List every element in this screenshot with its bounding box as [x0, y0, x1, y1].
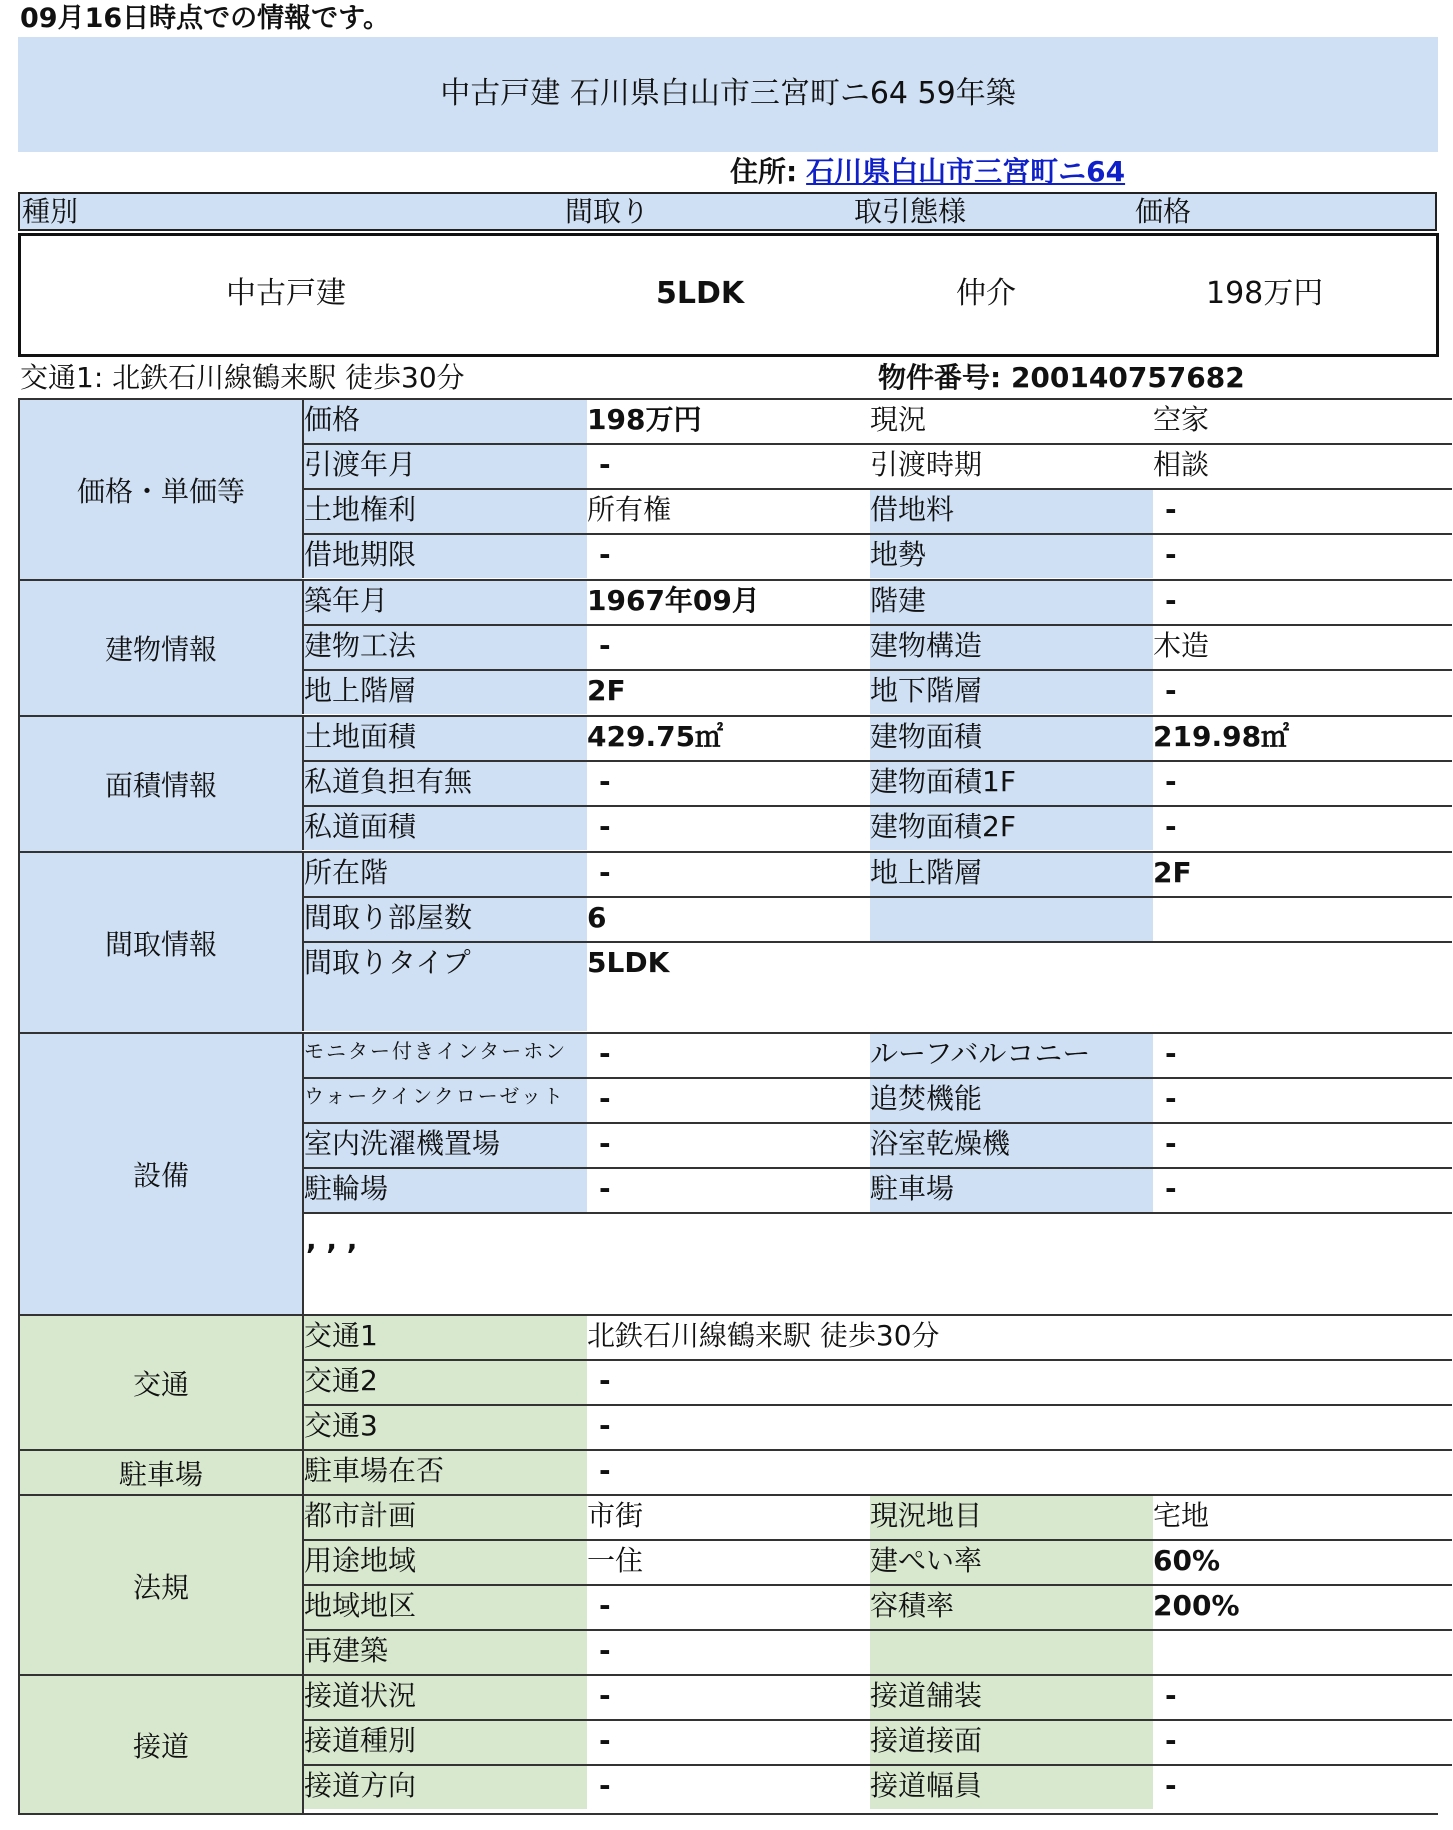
section-area: 面積情報 — [20, 715, 302, 851]
row-label: 駐輪場 — [304, 1169, 587, 1212]
row-label: 接道種別 — [304, 1721, 587, 1764]
row-value: - — [599, 1589, 611, 1622]
row-label: 建物面積 — [870, 717, 1153, 760]
row-label: 地上階層 — [870, 853, 1153, 896]
row-label — [870, 898, 1153, 941]
address-line — [730, 153, 1125, 191]
row-value: - — [599, 1724, 611, 1757]
row-value — [1153, 1631, 1453, 1674]
section-equipment: 設備 — [20, 1032, 302, 1314]
row-label: 建物面積2F — [870, 807, 1153, 850]
row-value: 60% — [1153, 1544, 1221, 1577]
section-transport: 交通 — [20, 1314, 302, 1450]
table-row — [302, 488, 1452, 533]
row-value: 200% — [1153, 1589, 1240, 1622]
row-value: 宅地 — [1153, 1499, 1210, 1532]
row-value: - — [599, 538, 611, 571]
row-value: - — [1165, 584, 1177, 617]
table-row — [302, 896, 1452, 941]
row-value: - — [599, 1409, 611, 1442]
table-row — [302, 851, 1452, 896]
row-label: 所在階 — [304, 853, 587, 896]
row-value: - — [599, 1037, 611, 1070]
table-row — [302, 669, 1452, 714]
address-link[interactable]: 石川県白山市三宮町ニ64 — [806, 155, 1126, 188]
row-value: - — [599, 1454, 611, 1487]
row-value: - — [1165, 765, 1177, 798]
row-label: 建ぺい率 — [870, 1541, 1153, 1584]
table-row — [302, 715, 1452, 760]
page-title: 中古戸建 石川県白山市三宮町ニ64 59年築 — [440, 76, 1016, 111]
table-row — [302, 1584, 1452, 1629]
table-row — [302, 1449, 1452, 1494]
row-label: 交通2 — [304, 1361, 587, 1404]
table-row — [302, 624, 1452, 669]
row-value: - — [599, 1082, 611, 1115]
table-row — [302, 533, 1452, 578]
row-value: 相談 — [1153, 448, 1210, 481]
row-label: 駐車場在否 — [304, 1451, 587, 1494]
row-label: 用途地域 — [304, 1541, 587, 1584]
row-label: 現況地目 — [870, 1496, 1153, 1539]
meta-line — [20, 357, 1440, 399]
row-label: 土地面積 — [304, 717, 587, 760]
row-label: 都市計画 — [304, 1496, 587, 1539]
row-value: - — [599, 1364, 611, 1397]
section-layout: 間取情報 — [20, 851, 302, 1032]
row-label: 地上階層 — [304, 671, 587, 714]
summary-header-layout: 間取り — [565, 195, 650, 228]
row-value: 219.98㎡ — [1153, 720, 1290, 753]
row-label: 室内洗濯機置場 — [304, 1124, 587, 1167]
table-row — [302, 760, 1452, 805]
row-label: 借地期限 — [304, 535, 587, 578]
row-label: 接道状況 — [304, 1676, 587, 1719]
section-price: 価格・単価等 — [20, 398, 302, 579]
row-value: - — [1165, 674, 1177, 707]
summary-layout: 5LDK — [656, 276, 745, 311]
row-value: 429.75㎡ — [587, 720, 724, 753]
summary-header — [18, 192, 1437, 231]
row-value: 所有権 — [587, 493, 672, 526]
row-label: 接道幅員 — [870, 1766, 1153, 1809]
row-label: 引渡年月 — [304, 445, 587, 488]
table-row — [302, 579, 1452, 624]
summary-body — [18, 233, 1439, 357]
row-value — [1153, 898, 1453, 941]
row-label: 間取りタイプ — [304, 943, 587, 1031]
row-value: - — [1165, 493, 1177, 526]
table-row — [302, 443, 1452, 488]
row-label: モニター付きインターホン — [304, 1034, 587, 1077]
table-row — [302, 805, 1452, 850]
row-value: 市街 — [587, 1499, 644, 1532]
summary-header-price: 価格 — [1135, 195, 1192, 228]
row-value: 北鉄石川線鶴来駅 徒歩30分 — [587, 1319, 940, 1352]
table-row — [302, 1314, 1452, 1359]
row-value: 5LDK — [587, 946, 670, 979]
row-label: 建物面積1F — [870, 762, 1153, 805]
row-label: 建物工法 — [304, 626, 587, 669]
row-label: 築年月 — [304, 581, 587, 624]
row-value: 空家 — [1153, 403, 1210, 436]
row-value: 2F — [1153, 856, 1192, 889]
row-value: 木造 — [1153, 629, 1210, 662]
row-value: - — [1165, 1769, 1177, 1802]
row-value: - — [599, 1172, 611, 1205]
row-value: - — [599, 810, 611, 843]
row-value: - — [599, 1679, 611, 1712]
row-value: - — [599, 1634, 611, 1667]
row-label: 容積率 — [870, 1586, 1153, 1629]
table-row — [302, 941, 1452, 1031]
row-label: 駐車場 — [870, 1169, 1153, 1212]
row-label: 再建築 — [304, 1631, 587, 1674]
summary-price: 198万円 — [1206, 276, 1324, 311]
summary-header-transaction: 取引態様 — [854, 195, 967, 228]
table-row — [302, 1122, 1452, 1167]
row-label: 価格 — [304, 400, 587, 443]
summary-header-type: 種別 — [22, 195, 79, 228]
row-label — [870, 1631, 1153, 1674]
table-row — [302, 1359, 1452, 1404]
row-value: - — [1165, 810, 1177, 843]
row-label: 浴室乾燥機 — [870, 1124, 1153, 1167]
summary-type: 中古戸建 — [226, 276, 346, 311]
table-row — [302, 1539, 1452, 1584]
row-value: - — [599, 856, 611, 889]
row-label: 借地料 — [870, 490, 1153, 533]
row-label: 接道方向 — [304, 1766, 587, 1809]
table-row — [302, 1032, 1452, 1077]
section-law: 法規 — [20, 1494, 302, 1675]
row-value: - — [599, 448, 611, 481]
table-row — [302, 398, 1452, 443]
row-value: - — [1165, 1724, 1177, 1757]
address-label: 住所: — [730, 155, 798, 188]
row-value: - — [599, 765, 611, 798]
section-road: 接道 — [20, 1674, 302, 1813]
row-label: 私道面積 — [304, 807, 587, 850]
row-label: 土地権利 — [304, 490, 587, 533]
row-label: 階建 — [870, 581, 1153, 624]
row-value: 2F — [587, 674, 626, 707]
row-value: 6 — [587, 901, 607, 934]
row-value: 1967年09月 — [587, 584, 760, 617]
row-label: 追焚機能 — [870, 1079, 1153, 1122]
row-label: 建物構造 — [870, 626, 1153, 669]
row-value: - — [599, 1769, 611, 1802]
as-of-date: 09月16日時点での情報です。 — [20, 3, 390, 34]
table-row — [302, 1167, 1452, 1212]
section-parking: 駐車場 — [20, 1449, 302, 1494]
row-value: 198万円 — [587, 403, 702, 436]
table-row — [302, 1494, 1452, 1539]
row-label: 現況 — [870, 403, 927, 436]
equipment-note-row — [302, 1212, 1452, 1314]
table-row — [302, 1719, 1452, 1764]
row-label: ウォークインクローゼット — [304, 1079, 587, 1122]
row-label: 私道負担有無 — [304, 762, 587, 805]
row-label: 交通1 — [304, 1316, 587, 1359]
row-label: 接道舗装 — [870, 1676, 1153, 1719]
table-row — [302, 1404, 1452, 1449]
detail-table — [18, 398, 1438, 1815]
summary-transaction: 仲介 — [956, 276, 1016, 311]
row-value: - — [599, 1127, 611, 1160]
row-value: 一住 — [587, 1544, 644, 1577]
access-summary: 交通1: 北鉄石川線鶴来駅 徒歩30分 — [20, 361, 465, 394]
table-row — [302, 1077, 1452, 1122]
row-value: - — [1165, 1679, 1177, 1712]
property-number: 物件番号: 200140757682 — [878, 361, 1245, 394]
row-label: ルーフバルコニー — [870, 1034, 1153, 1077]
row-label: 接道接面 — [870, 1721, 1153, 1764]
row-label: 引渡時期 — [870, 448, 983, 481]
row-label: 交通3 — [304, 1406, 587, 1449]
row-value: - — [1165, 538, 1177, 571]
row-value: - — [1165, 1082, 1177, 1115]
section-building: 建物情報 — [20, 579, 302, 715]
row-value: - — [599, 629, 611, 662]
row-value: - — [1165, 1127, 1177, 1160]
equipment-note: , , , — [306, 1223, 358, 1256]
row-value: - — [1165, 1037, 1177, 1070]
row-value: - — [1165, 1172, 1177, 1205]
row-label: 地勢 — [870, 535, 1153, 578]
table-row — [302, 1629, 1452, 1674]
table-row — [302, 1764, 1452, 1813]
row-label: 地下階層 — [870, 671, 1153, 714]
row-label: 間取り部屋数 — [304, 898, 587, 941]
table-row — [302, 1674, 1452, 1719]
row-label: 地域地区 — [304, 1586, 587, 1629]
